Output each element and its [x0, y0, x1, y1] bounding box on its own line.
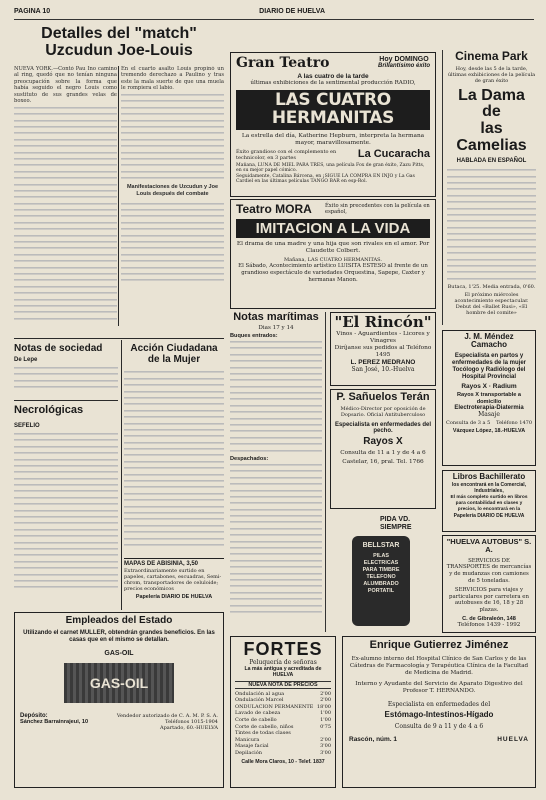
mendez-sub: Especialista en partos y enfermedades de la mujer	[451, 352, 527, 366]
pida-line2: SIEMPRE	[380, 524, 412, 531]
accion-title-2: de la Mujer	[147, 353, 201, 365]
fortes-item-price: 3'00	[320, 750, 331, 757]
fortes-item-label: Corte de cabello, niños	[235, 723, 294, 730]
fortes-item-label: Masaje facial	[235, 743, 269, 750]
cinema-park-intro: Hoy, desde las 5 de la tarde, últimas exhibiciones de la película de gran éxito	[447, 65, 536, 84]
enrique-line2: Interno y Ayudante del Servicio de Aparato Digestivo del Profesor T. HERNANDO.	[355, 680, 523, 694]
el-rincon-addr: San José, 10.-Huelva	[351, 365, 415, 373]
fortes-price-row	[235, 730, 331, 737]
gran-teatro-feature2: La Cucaracha	[357, 148, 430, 160]
el-rincon-line2: Diríjanse sus pedidos al Teléfono 1495	[334, 344, 432, 358]
mendez-sub2: Tocólogo y Radiólogo del Hospital Provincial	[452, 366, 526, 380]
enrique-line1: Ex-alumno interno del Hospital Clínico de San Carlos y de las Cátedras de Farmacología y Terapéutica Clínica de la Facultad de Medicina de Madrid.	[349, 655, 529, 676]
teatro-mora-line2: Mañana, LAS CUATRO HERMANITAS.	[283, 257, 382, 264]
fortes-item-label: ONDULACION PERMANENTE	[235, 703, 314, 710]
teatro-mora-feature: IMITACION A LA VIDA	[236, 219, 430, 239]
gran-teatro-line2: La estrella del día, Katherine Hepburn, interpreta la hermana mayor, maravillosamente.	[241, 132, 425, 146]
teran-ad	[330, 389, 436, 509]
empleados-gas: GAS-OIL	[104, 650, 134, 658]
cinema-park-ad	[442, 50, 536, 325]
notas-maritimas-date: Dias 17 y 14	[258, 324, 294, 331]
notas-maritimas-sub1: Buques entrados:	[230, 332, 278, 339]
fortes-price-row	[235, 724, 331, 731]
notas-maritimas-title: Notas marítimas	[233, 311, 319, 323]
fortes-item-price: 2'00	[320, 690, 331, 697]
empleados-ad	[14, 612, 224, 788]
necrologicas-title: Necrológicas	[14, 404, 84, 416]
match-article	[14, 26, 224, 60]
mendez-line1: Rayos X transportable a domicilio	[456, 391, 522, 405]
fortes-item-label: Ondulación Marcel	[235, 697, 284, 704]
libros-ad	[442, 470, 536, 532]
fortes-item-price: 2'00	[320, 697, 331, 704]
el-rincon-owner: L. PEREZ MEDRANO	[350, 358, 416, 366]
necrologicas-sub: SEFELIO	[14, 422, 40, 429]
notas-maritimas-sub2: Despachados:	[230, 455, 269, 462]
gran-teatro-hoy: Hoy DOMINGO	[379, 56, 429, 63]
gran-teatro-line5: Seguidamente, Catalina Bárcena, en ¡SIGUE LA COMPRA EN INJO y La Gas Cardiel en las últimas películas TANGO BAR en esp-Rol.	[236, 173, 415, 184]
gran-teatro-brillant: Brillantísimo éxito	[377, 63, 430, 69]
cinema-park-feature-2: las Camelias	[456, 120, 527, 154]
el-rincon-line1: Vinos - Aguardientes - Licores y Vinagres	[336, 330, 430, 344]
empleados-right3: Apartado, 60.-HUELVA	[159, 725, 218, 732]
mendez-tel: Teléfono 1470	[496, 420, 532, 427]
empleados-right1: Vendedor autorizado de C. A. M. P. S. A.	[116, 713, 218, 720]
empleados-title: Empleados del Estado	[65, 615, 173, 626]
teatro-mora-note: Éxito sin precedentes con la película en español,	[325, 203, 430, 216]
cinema-park-lang: HABLADA EN ESPAÑOL	[456, 157, 527, 164]
fortes-price-list	[235, 691, 331, 757]
empleados-right2: Teléfonos 1015-1904	[165, 719, 218, 726]
libros-title: Libros Bachillerato	[452, 472, 526, 481]
autobus-title: "HUELVA AUTOBUS" S. A.	[446, 537, 532, 554]
notas-sociedad	[14, 344, 118, 390]
gran-teatro-time: A las cuatro de la tarde	[297, 72, 369, 80]
enrique-title: Enrique Gutierrez Jiménez	[369, 639, 509, 651]
teran-addr: Castelar, 16, pral. Tel. 1766	[342, 459, 424, 466]
mendez-ad	[442, 330, 536, 466]
match-col-2	[121, 66, 224, 326]
fortes-price-row	[235, 710, 331, 717]
autobus-addr: C. de Gibraleón, 148	[462, 615, 516, 622]
enrique-line3: Especialista en enfermedades del	[387, 700, 491, 708]
manif-title: Manifestaciones de Uzcudun y Joe Louis después del combate	[126, 184, 219, 197]
empleados-addr: Sánchez Barrainrajeui, 10	[20, 719, 89, 726]
enrique-addr: Rascón, núm. 1	[349, 735, 398, 743]
mapas-title: MAPAS DE ABISINIA, 3,50	[124, 561, 199, 567]
fortes-sub: Peluquería de señoras	[249, 658, 317, 666]
accion-ciudadana	[124, 344, 224, 548]
fortes-item-label: Tintes de todas clases	[235, 730, 291, 737]
mapas-shop: Papelería DIARIO DE HUELVA	[135, 594, 213, 600]
cinema-park-feature-1: La Dama de	[458, 86, 525, 121]
autobus-ad	[442, 535, 536, 633]
fortes-sub2: La más antigua y acreditada de HUELVA	[244, 665, 322, 679]
autobus-line2: SERVICIOS para viajes y particulares por carretera en autobuses de 16, 18 y 28 plazas.	[449, 587, 529, 613]
mapas-ad	[124, 558, 224, 600]
gran-teatro-line3: Éxito grandioso con el complemento en technicolor, en 3 partes	[236, 148, 337, 161]
teran-rayos: Rayos X	[363, 435, 403, 447]
pida-brand: BELLSTAR	[362, 542, 400, 549]
mendez-rayos: Rayos X · Radium	[461, 382, 517, 390]
fortes-price-row	[235, 717, 331, 724]
teatro-mora-line1: El drama de una madre y una hija que son rivales en el amor. Por Claudette Colbert.	[236, 241, 430, 255]
teatro-mora-ad	[230, 199, 436, 309]
autobus-tel: Teléfonos 1439 - 1992	[457, 621, 521, 628]
pida-line1: PIDA VD.	[380, 516, 411, 523]
enrique-line4: Estómago-Intestinos-Hígado	[384, 709, 494, 719]
fortes-price-row	[235, 697, 331, 704]
match-col1-lead: NUEVA YORK.—Contó Pau Ino camino al ring, quedó que no tenían ninguna preocupación sobre la forma que había seguido el negro Louis como sustituto de sus grandes velas de boxeo.	[14, 66, 117, 105]
fortes-ad	[230, 636, 336, 788]
fortes-item-price: 2'00	[320, 736, 331, 743]
enrique-city: HUELVA	[497, 735, 529, 743]
gran-teatro-ad	[230, 52, 436, 197]
paper-name: DIARIO DE HUELVA	[259, 8, 326, 15]
gran-teatro-feature: LAS CUATRO HERMANITAS	[236, 90, 430, 130]
fortes-item-price: 1'00	[320, 717, 331, 724]
fortes-price-row	[235, 704, 331, 711]
mendez-consulta: Consulta de 3 a 5	[446, 420, 491, 427]
fortes-price-row	[235, 750, 331, 757]
teran-esp: Especialista en enfermedades del pecho.	[334, 421, 432, 434]
fortes-item-label: Ondulación al agua	[235, 690, 285, 697]
pida-text: PILAS ELECTRICAS PARA TIMBRE TELEFONO ALUMBRADO PORTATIL	[362, 553, 400, 594]
teran-title: P. Sañuelos Terán	[336, 391, 430, 403]
fortes-head: NUEVA NOTA DE PRECIOS	[235, 681, 331, 689]
mendez-masaje: Masaje	[478, 411, 500, 419]
page-header	[14, 8, 534, 20]
libros-text: El más completo surtido en libros para contabilidad en clases y precios, lo encontrará en la	[450, 495, 528, 512]
match-col2-lead: En el cuarto asalto Louis propinó un tremendo derechazo a Paulino y tras este la mala suerte de que una muela le rompiera el labio.	[121, 66, 224, 92]
libros-sub: los encontrará en la Comercial, Industriales,	[451, 482, 527, 495]
mendez-addr: Vázquez López, 18.-HUELVA	[452, 428, 526, 435]
cinema-park-prices: Butaca, 1'25. Media entrada, 0'60.	[447, 283, 536, 290]
enrique-consulta: Consulta de 9 a 11 y de 4 a 6	[394, 722, 484, 730]
teatro-mora-title: Teatro MORA	[236, 202, 312, 216]
autobus-line1: SERVICIOS DE TRANSPORTES de mercancías y de mudanzas con camiones de 5 toneladas.	[446, 557, 532, 584]
fortes-item-price: 1'00	[320, 710, 331, 717]
fortes-item-label: Corte de cabello	[235, 717, 277, 724]
fortes-item-price: 18'00	[316, 703, 331, 710]
enrique-ad	[342, 636, 536, 788]
empleados-sub: Utilizando el carnet MULLER, obtendrán grandes beneficios. En las casas que en el mismo se detallan.	[23, 629, 215, 643]
el-rincon-ad	[330, 312, 436, 386]
teran-consulta: Consulta de 11 a 1 y de 4 a 6	[340, 450, 426, 457]
gran-teatro-title: Gran Teatro	[236, 55, 330, 71]
fortes-item-label: Lavado de cabeza	[235, 710, 281, 717]
accion-title-1: Acción Ciudadana	[130, 343, 218, 354]
notas-maritimas	[230, 312, 326, 632]
cinema-park-note: El próximo miércoles acontecimiento espectacular. Debut del «Ballet Rusi», «El hombre del comite»	[454, 291, 529, 316]
mapas-sub: Extraordinariamente surtido en papeles, cartabones, escuadras, Semi-chrom, transportadores de celuloide; precios económicos	[124, 568, 222, 592]
libros-shop: Papelería DIARIO DE HUELVA	[453, 512, 525, 519]
gas-banner-text: GAS-OIL	[89, 674, 149, 691]
cinema-park-title: Cinema Park	[455, 49, 528, 63]
el-rincon-title: "El Rincón"	[334, 313, 432, 331]
fortes-addr: Calle Mora Claros, 10 - Telef. 1837	[241, 758, 325, 765]
gran-teatro-line1: últimas exhibiciones de la sentimental producción RADIO,	[250, 79, 416, 86]
match-title-2: Uzcudun Joe-Louis	[45, 41, 193, 59]
mendez-title: J. M. Méndez Camacho	[464, 332, 514, 350]
page-number: PAGINA 10	[14, 8, 51, 15]
fortes-item-label: Depilación	[235, 750, 262, 757]
match-title-1: Detalles del "match"	[41, 25, 197, 42]
mendez-line2: Electroterapia-Diatermia	[454, 405, 524, 412]
fortes-item-price: 3'00	[320, 743, 331, 750]
match-col-1	[14, 66, 117, 326]
empleados-depot: Depósito:	[20, 713, 48, 720]
pida-ad	[330, 512, 436, 632]
fortes-item-price: 0'75	[320, 723, 331, 730]
battery-icon	[352, 536, 410, 626]
notas-sociedad-title: Notas de sociedad	[14, 343, 103, 354]
fortes-price-row	[235, 737, 331, 744]
notas-sociedad-sub: De Lepe	[14, 356, 38, 363]
gas-oil-banner	[64, 663, 174, 703]
fortes-title: FORTES	[243, 639, 323, 659]
gran-teatro-line4: Mañana, LUNA DE MIEL PARA TRES, una película Fox de gran éxito, Zazu Pitts, en su mejor papel cómico.	[236, 162, 425, 174]
teatro-mora-line3: El Sábado, Acontecimiento artístico LUISITA ESTESO al frente de un grandioso espectáculo de variedades Orquestina, Sapepe, Caxter y hermanas Manon.	[238, 263, 428, 283]
fortes-item-label: Manicura	[235, 736, 260, 743]
teran-sub: Médico-Director por oposición de Dopsario. Oficial Antituberculoso	[340, 405, 426, 418]
necrologicas	[14, 405, 118, 590]
